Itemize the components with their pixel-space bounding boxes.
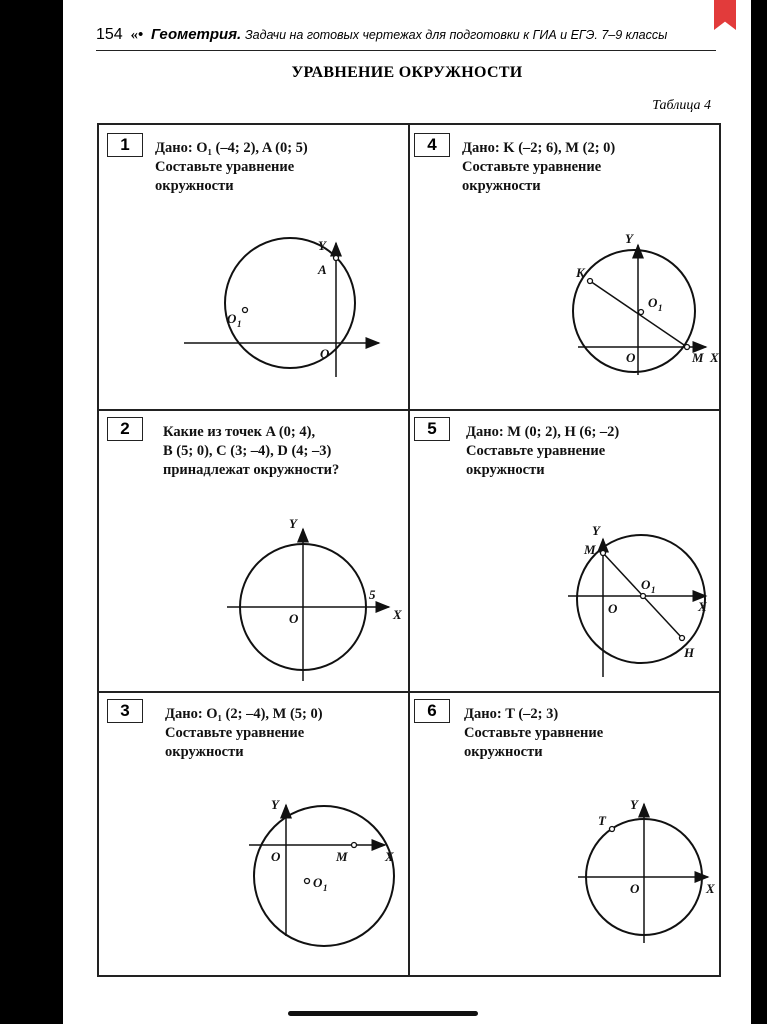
label-m: M — [692, 350, 704, 365]
task-text: Дано: K (–2; 6), M (2; 0) Составьте уравнение окружности — [462, 140, 616, 194]
label-o1-sub: 1 — [237, 319, 242, 329]
label-o1-sub: 1 — [323, 883, 328, 893]
task-number: 3 — [107, 699, 143, 723]
book-title: Геометрия. — [150, 26, 242, 43]
task-number: 6 — [414, 699, 450, 723]
task-cell-5 — [408, 409, 719, 691]
label-x: X — [706, 881, 715, 896]
page-header — [96, 26, 716, 51]
home-indicator[interactable] — [288, 1011, 478, 1016]
point-m — [685, 345, 690, 350]
task-number: 1 — [107, 133, 143, 157]
figure-4 — [408, 125, 719, 409]
task-text: Дано: O₁ (–4; 2), A (0; 5) Составьте уравнение окружности — [155, 140, 308, 194]
task-text: Дано: T (–2; 3) Составьте уравнение окружности — [464, 706, 604, 760]
point-o1 — [243, 308, 248, 313]
task-number: 2 — [107, 417, 143, 441]
task-cell-6 — [408, 691, 719, 975]
task-number: 4 — [414, 133, 450, 157]
point-k — [588, 279, 593, 284]
point-h — [680, 636, 685, 641]
label-o: O — [289, 611, 299, 626]
label-o1: O — [313, 875, 323, 890]
task-text: Какие из точек A (0; 4), B (5; 0), C (3; –4), D (4; –3) принадлежат окружности? — [163, 424, 340, 478]
figure-5 — [408, 409, 719, 691]
bookmark-icon[interactable] — [714, 0, 736, 30]
label-o: O — [608, 601, 618, 616]
page-number: 154 — [96, 26, 123, 43]
page-title: УРАВНЕНИЕ ОКРУЖНОСТИ — [291, 64, 523, 81]
circle — [577, 535, 705, 663]
task-cell-4 — [408, 125, 719, 409]
label-five: 5 — [369, 587, 376, 602]
label-h: H — [684, 645, 695, 660]
label-x: X — [385, 849, 394, 864]
header-marks: «• — [130, 27, 144, 43]
label-o1: O — [227, 311, 237, 326]
label-o: O — [626, 350, 636, 365]
figure-1 — [99, 125, 408, 409]
book-subtitle: Задачи на готовых чертежах для подготовки к ГИА и ЕГЭ. 7–9 классы — [244, 28, 668, 42]
label-y: Y — [630, 797, 638, 812]
label-o1-sub: 1 — [651, 585, 656, 595]
table-label: Таблица 4 — [652, 98, 711, 113]
figure-3 — [99, 691, 408, 975]
point-o1 — [639, 310, 644, 315]
label-x: X — [698, 599, 707, 614]
label-o1-sub: 1 — [658, 303, 663, 313]
task-text: Дано: O₁ (2; –4), M (5; 0) Составьте уравнение окружности — [165, 706, 323, 760]
task-cell-1 — [99, 125, 408, 409]
task-text: Дано: M (0; 2), H (6; –2) Составьте уравнение окружности — [466, 424, 620, 478]
point-o1 — [641, 594, 646, 599]
label-o1: O — [648, 295, 658, 310]
label-t: T — [598, 813, 606, 828]
task-cell-2 — [99, 409, 408, 691]
figure-6 — [408, 691, 719, 975]
label-y: Y — [625, 231, 633, 246]
point-t — [610, 827, 615, 832]
figure-2 — [99, 409, 408, 691]
task-cell-3 — [99, 691, 408, 975]
point-m — [352, 843, 357, 848]
point-m — [601, 551, 606, 556]
book-page — [63, 0, 751, 1024]
label-y: Y — [271, 797, 279, 812]
label-y: Y — [318, 238, 326, 253]
circle — [254, 806, 394, 946]
label-a: A — [318, 262, 327, 277]
label-k: K — [576, 265, 585, 280]
label-y: Y — [592, 523, 600, 538]
label-o: O — [320, 346, 330, 361]
label-o: O — [271, 849, 281, 864]
point-o1 — [305, 879, 310, 884]
label-x: X — [393, 607, 402, 622]
label-x: X — [710, 350, 719, 365]
label-m: M — [584, 542, 596, 557]
label-o: O — [630, 881, 640, 896]
point-a — [334, 256, 339, 261]
label-m: M — [336, 849, 348, 864]
label-y: Y — [289, 516, 297, 531]
label-o1: O — [641, 577, 651, 592]
task-table — [97, 123, 721, 977]
task-number: 5 — [414, 417, 450, 441]
